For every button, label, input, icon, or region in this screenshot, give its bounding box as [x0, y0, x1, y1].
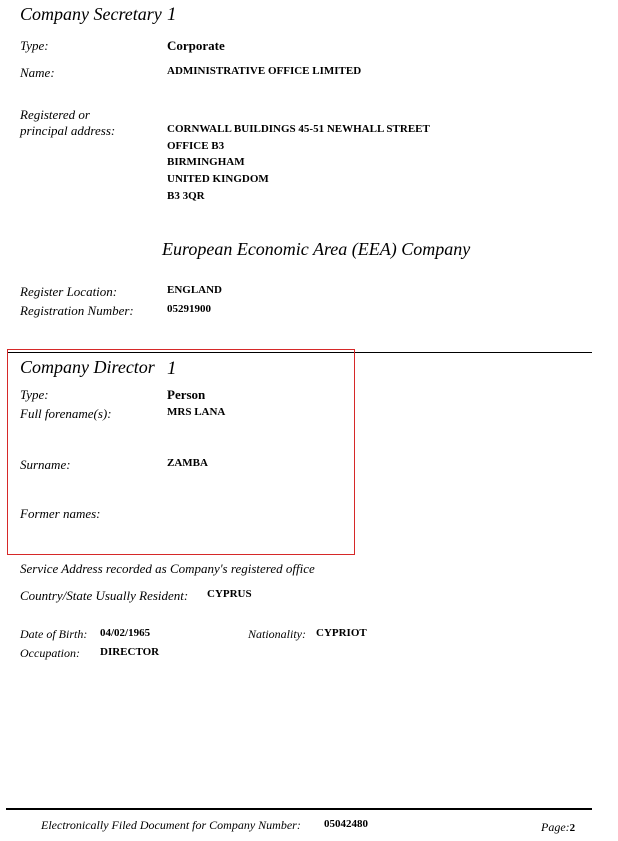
dob-label: Date of Birth: [20, 627, 88, 641]
nationality-value: CYPRIOT [316, 627, 367, 639]
register-location-label: Register Location: [20, 284, 118, 299]
director-number: 1 [167, 358, 177, 379]
registration-number-value: 05291900 [167, 303, 211, 315]
secretary-address-label-line1: Registered or [20, 107, 90, 122]
footer-rule [6, 808, 592, 810]
occupation-value: DIRECTOR [100, 646, 160, 658]
secretary-address-line: CORNWALL BUILDINGS 45-51 NEWHALL STREET [167, 123, 430, 135]
register-location-value: ENGLAND [167, 284, 223, 296]
director-surname-value: ZAMBA [167, 457, 208, 469]
nationality-label: Nationality: [248, 627, 306, 641]
secretary-number: 1 [167, 4, 177, 25]
footer-page-label: Page: [541, 820, 570, 834]
director-former-names-label: Former names: [20, 506, 101, 521]
secretary-name-value: ADMINISTRATIVE OFFICE LIMITED [167, 65, 362, 77]
occupation-label: Occupation: [20, 646, 80, 660]
secretary-address-line: UNITED KINGDOM [167, 173, 269, 185]
secretary-address-label-line2: principal address: [20, 123, 116, 138]
secretary-type-value: Corporate [167, 38, 225, 53]
secretary-address-line: B3 3QR [167, 190, 205, 202]
registration-number-label: Registration Number: [20, 303, 134, 318]
director-forenames-value: MRS LANA [167, 406, 226, 418]
director-heading: Company Director [20, 357, 155, 377]
secretary-type-label: Type: [20, 38, 49, 53]
dob-value: 04/02/1965 [100, 627, 151, 639]
secretary-name-label: Name: [20, 65, 55, 80]
director-type-label: Type: [20, 387, 49, 402]
country-resident-label: Country/State Usually Resident: [20, 588, 189, 603]
footer-filed-text: Electronically Filed Document for Company Number: [41, 818, 301, 832]
footer-page [541, 818, 575, 836]
director-surname-label: Surname: [20, 457, 71, 472]
footer-page-number: 2 [569, 822, 576, 834]
eea-heading: European Economic Area (EEA) Company [162, 239, 471, 259]
footer-company-number: 05042480 [324, 818, 368, 830]
highlight-box [7, 349, 355, 555]
country-resident-value: CYPRUS [207, 588, 252, 600]
secretary-heading: Company Secretary [20, 4, 162, 24]
service-address-note: Service Address recorded as Company's registered office [20, 561, 315, 576]
secretary-address-line: BIRMINGHAM [167, 156, 245, 168]
director-type-value: Person [167, 387, 206, 402]
secretary-address-line: OFFICE B3 [167, 140, 225, 152]
director-forenames-label: Full forename(s): [20, 406, 112, 421]
